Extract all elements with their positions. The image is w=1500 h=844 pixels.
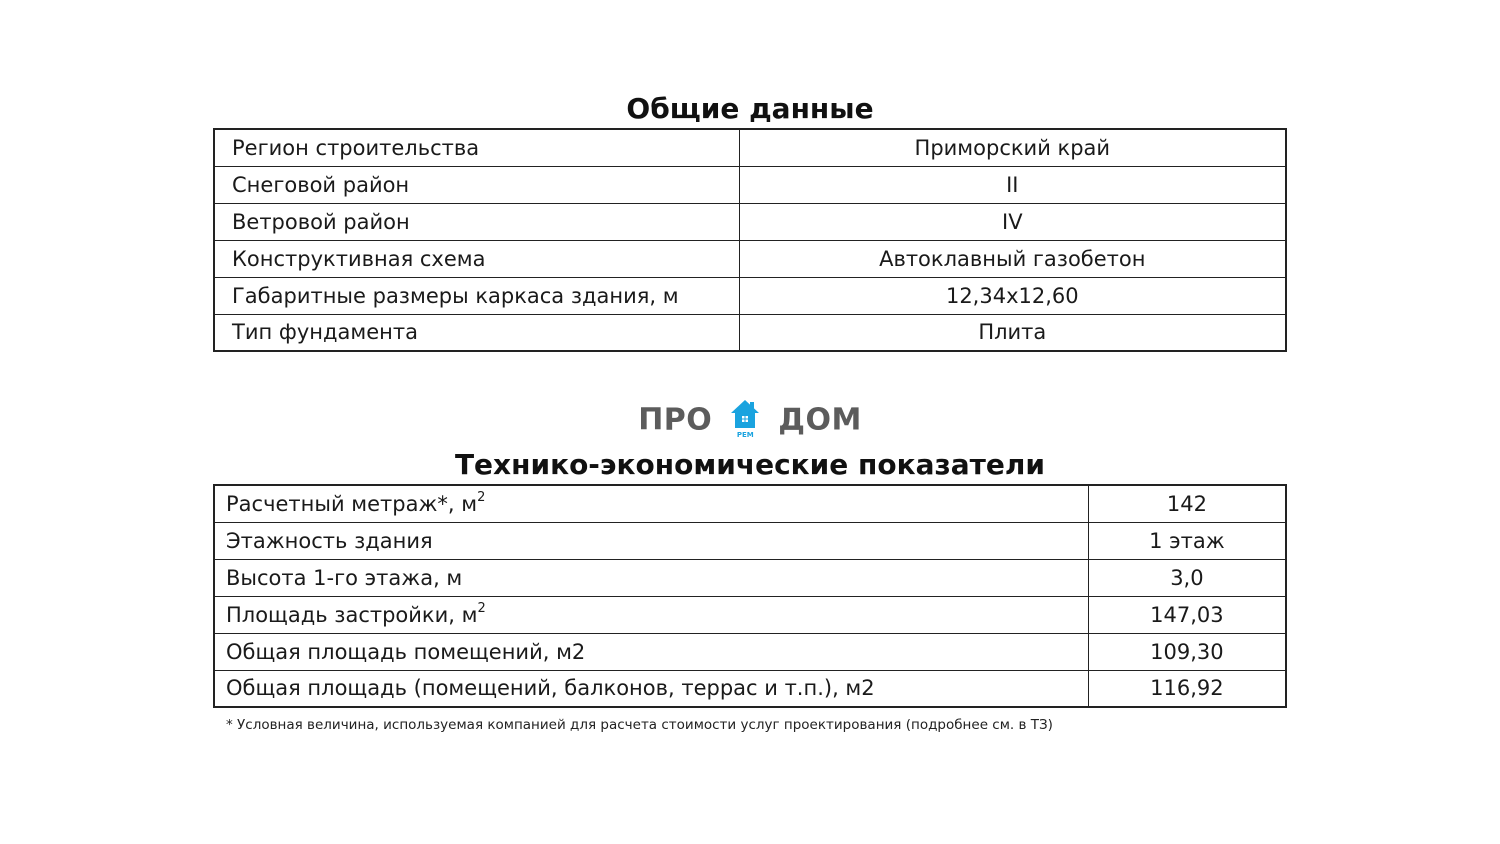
row-label: Общая площадь (помещений, балконов, террас и т.п.), м2 [214,670,1088,707]
row-value: Автоклавный газобетон [739,240,1286,277]
row-label [214,596,1088,633]
row-label: Снеговой район [214,166,739,203]
row-value: Плита [739,314,1286,351]
table-row [214,203,1286,240]
row-value: 12,34x12,60 [739,277,1286,314]
table-row [214,314,1286,351]
table-row [214,166,1286,203]
logo-house-caption: РЕМ [736,431,754,439]
row-label: Этажность здания [214,522,1088,559]
general-data-table [213,128,1287,352]
tech-indicators-title: Технико-экономические показатели [454,448,1046,481]
brand-logo [0,400,1500,440]
row-value: 147,03 [1088,596,1286,633]
row-label-text: Площадь застройки, м [226,602,478,627]
superscript: 2 [477,489,486,505]
row-value: II [739,166,1286,203]
logo-word-left: ПРО [638,402,713,438]
table-row [214,559,1286,596]
row-value: Приморский край [739,129,1286,166]
row-label-text: Расчетный метраж*, м [226,491,478,516]
row-value: IV [739,203,1286,240]
row-label: Регион строительства [214,129,739,166]
row-label: Ветровой район [214,203,739,240]
table-row [214,633,1286,670]
logo-word-right: ДОМ [778,402,862,438]
footnote: * Условная величина, используемая компанией для расчета стоимости услуг проектирования (подробнее см. в ТЗ) [226,717,1053,733]
row-label [214,485,1088,522]
row-label: Тип фундамента [214,314,739,351]
general-data-title: Общие данные [626,92,874,125]
row-value: 3,0 [1088,559,1286,596]
table-row [214,596,1286,633]
row-value: 116,92 [1088,670,1286,707]
row-label: Габаритные размеры каркаса здания, м [214,277,739,314]
table-row [214,485,1286,522]
table-row [214,277,1286,314]
row-value: 142 [1088,485,1286,522]
row-label: Конструктивная схема [214,240,739,277]
row-value: 109,30 [1088,633,1286,670]
table-row [214,522,1286,559]
row-label: Высота 1-го этажа, м [214,559,1088,596]
house-icon [729,398,761,438]
row-label: Общая площадь помещений, м2 [214,633,1088,670]
row-value: 1 этаж [1088,522,1286,559]
tech-indicators-table [213,484,1287,708]
table-row [214,129,1286,166]
table-row [214,670,1286,707]
table-row [214,240,1286,277]
superscript: 2 [477,600,486,616]
